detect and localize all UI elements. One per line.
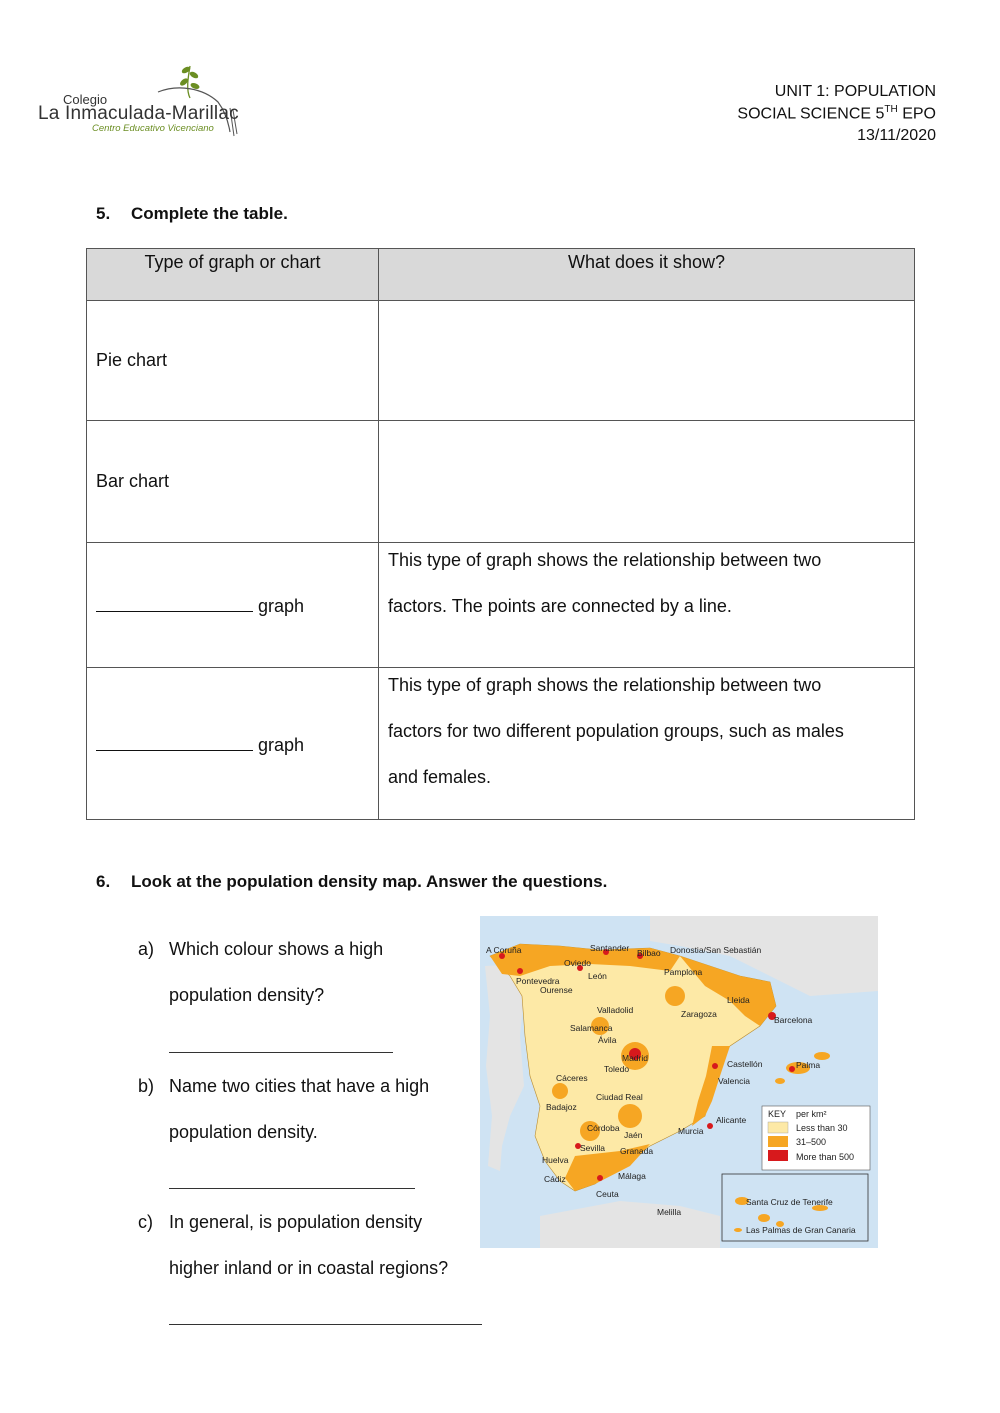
svg-text:A Coruña: A Coruña — [486, 945, 522, 955]
row-description-cell[interactable] — [379, 421, 915, 543]
q5-number: 5. — [96, 204, 111, 223]
fill-in-blank[interactable] — [96, 593, 253, 612]
svg-text:Lleida: Lleida — [727, 995, 750, 1005]
table-row — [87, 421, 915, 543]
svg-text:Salamanca: Salamanca — [570, 1023, 613, 1033]
svg-text:Donostia/San Sebastián: Donostia/San Sebastián — [670, 945, 762, 955]
svg-text:Pamplona: Pamplona — [664, 967, 703, 977]
row-type-cell: Pie chart — [87, 301, 379, 421]
svg-text:Castellón: Castellón — [727, 1059, 763, 1069]
col-header-type: Type of graph or chart — [87, 249, 379, 301]
q6c-text: In general, is population density higher inland or in coastal regions? — [169, 1212, 449, 1278]
q6b-text: Name two cities that have a high population density. — [169, 1076, 430, 1142]
svg-text:per km²: per km² — [796, 1109, 827, 1119]
svg-text:Santander: Santander — [590, 943, 630, 953]
svg-text:Pontevedra: Pontevedra — [516, 976, 560, 986]
svg-text:Ávila: Ávila — [598, 1035, 617, 1045]
svg-text:31–500: 31–500 — [796, 1137, 827, 1147]
svg-text:Zaragoza: Zaragoza — [681, 1009, 717, 1019]
svg-text:Santa Cruz de Tenerife: Santa Cruz de Tenerife — [746, 1197, 833, 1207]
svg-text:Valladolid: Valladolid — [597, 1005, 634, 1015]
row-type-cell: graph — [87, 668, 379, 820]
svg-text:Ciudad Real: Ciudad Real — [596, 1092, 643, 1102]
unit-title: UNIT 1: POPULATION — [774, 83, 936, 100]
canary-islands-inset — [722, 1174, 868, 1241]
table-row — [87, 301, 915, 421]
svg-text:Cádiz: Cádiz — [544, 1174, 566, 1184]
row-type-cell: Bar chart — [87, 421, 379, 543]
svg-text:Palma: Palma — [796, 1060, 821, 1070]
table-row — [87, 668, 915, 820]
q6a-label: a) — [138, 939, 155, 959]
population-density-map — [480, 916, 878, 1248]
olive-branch-icon — [180, 66, 200, 98]
svg-text:Madrid: Madrid — [622, 1053, 648, 1063]
q6-number: 6. — [96, 872, 111, 891]
svg-text:Murcia: Murcia — [678, 1126, 704, 1136]
q6a-text: Which colour shows a high population density? — [169, 939, 384, 1005]
row-description-cell: This type of graph shows the relationship between two factors. The points are connected by a line. — [379, 543, 915, 668]
svg-text:Granada: Granada — [620, 1146, 654, 1156]
logo-subtitle-text: Centro Educativo Vicenciano — [92, 123, 214, 134]
row-type-cell: graph — [87, 543, 379, 668]
svg-text:Jaén: Jaén — [624, 1130, 643, 1140]
logo-colegio-text: Colegio — [63, 92, 108, 107]
map-legend — [762, 1106, 870, 1170]
q6c-answer-line[interactable] — [169, 1323, 482, 1325]
svg-text:Badajoz: Badajoz — [546, 1102, 577, 1112]
svg-text:Cáceres: Cáceres — [556, 1073, 588, 1083]
svg-text:Ceuta: Ceuta — [596, 1189, 619, 1199]
svg-text:Sevilla: Sevilla — [580, 1143, 606, 1153]
q6c-label: c) — [138, 1212, 153, 1232]
svg-text:Huelva: Huelva — [542, 1155, 569, 1165]
q6-title: Look at the population density map. Answer the questions. — [131, 872, 608, 891]
svg-text:More than 500: More than 500 — [796, 1152, 855, 1162]
q6b-answer-line[interactable] — [169, 1187, 415, 1189]
row-description-cell: This type of graph shows the relationship between two factors for two different population groups, such as males and females. — [379, 668, 915, 820]
svg-text:Toledo: Toledo — [604, 1064, 630, 1074]
svg-text:Bilbao: Bilbao — [637, 948, 661, 958]
svg-text:Córdoba: Córdoba — [587, 1123, 620, 1133]
svg-text:Málaga: Málaga — [618, 1171, 646, 1181]
q5-title: Complete the table. — [131, 204, 288, 223]
logo-name-text: La Inmaculada-Marillac — [38, 103, 239, 124]
svg-text:Las Palmas de Gran Canaria: Las Palmas de Gran Canaria — [746, 1225, 856, 1235]
q6b-label: b) — [138, 1076, 155, 1096]
svg-text:Alicante: Alicante — [716, 1115, 747, 1125]
col-header-description: What does it show? — [379, 249, 915, 301]
subject-line: SOCIAL SCIENCE 5TH EPO — [737, 104, 936, 123]
svg-text:Oviedo: Oviedo — [564, 958, 591, 968]
svg-text:León: León — [588, 971, 607, 981]
q6a-answer-line[interactable] — [169, 1051, 393, 1053]
date-text: 13/11/2020 — [857, 127, 936, 144]
row-description-cell[interactable] — [379, 301, 915, 421]
svg-text:Melilla: Melilla — [657, 1207, 682, 1217]
graph-types-table — [86, 248, 915, 820]
svg-text:Valencia: Valencia — [718, 1076, 750, 1086]
svg-text:Barcelona: Barcelona — [774, 1015, 813, 1025]
svg-text:Less than 30: Less than 30 — [796, 1123, 848, 1133]
table-header-row — [87, 249, 915, 301]
svg-text:Ourense: Ourense — [540, 985, 573, 995]
table-row — [87, 543, 915, 668]
svg-text:KEY: KEY — [768, 1109, 787, 1119]
fill-in-blank[interactable] — [96, 732, 253, 751]
